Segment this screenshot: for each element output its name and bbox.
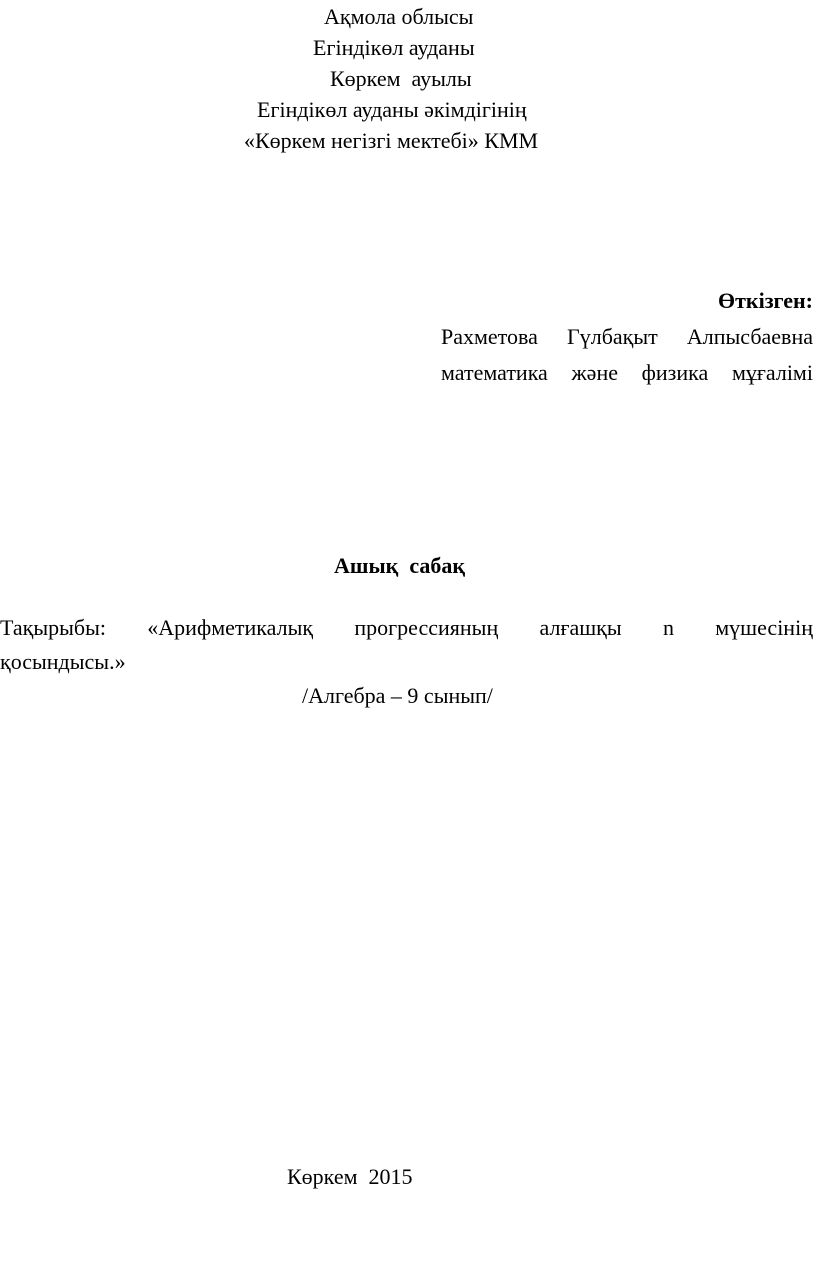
role-word: мұғалімі — [731, 360, 813, 385]
topic-word: прогрессияның — [354, 615, 499, 640]
conducted-by-label: Өткізген: — [717, 288, 813, 313]
akimat-title: Егіндікөл ауданы әкімдігінің — [257, 97, 527, 122]
region-title: Ақмола облысы — [324, 4, 474, 29]
role-word: және — [571, 360, 618, 385]
teacher-role — [441, 362, 813, 384]
topic-word: мүшесінің — [715, 615, 813, 640]
lesson-topic-line2: қосындысы.» — [0, 649, 126, 674]
school-title: «Көркем негізгі мектебі» КММ — [244, 128, 539, 153]
role-word: физика — [641, 360, 709, 385]
teacher-surname: Рахметова — [441, 324, 538, 349]
lesson-type-heading: Ашық сабақ — [334, 553, 466, 578]
role-word: математика — [441, 360, 548, 385]
village-title: Көркем ауылы — [330, 66, 472, 91]
topic-word: «Арифметикалық — [147, 615, 314, 640]
subject-grade: /Алгебра – 9 сынып/ — [302, 683, 493, 708]
teacher-patronymic: Алпысбаевна — [686, 324, 813, 349]
topic-word: алғашқы — [539, 615, 622, 640]
teacher-first-name: Гүлбақыт — [567, 324, 658, 349]
topic-word: Тақырыбы: — [0, 615, 106, 640]
topic-word: n — [662, 615, 674, 640]
teacher-name — [441, 326, 813, 348]
lesson-topic-line1 — [0, 617, 813, 639]
district-title: Егіндікөл ауданы — [313, 35, 475, 60]
place-year: Көркем 2015 — [287, 1164, 413, 1189]
